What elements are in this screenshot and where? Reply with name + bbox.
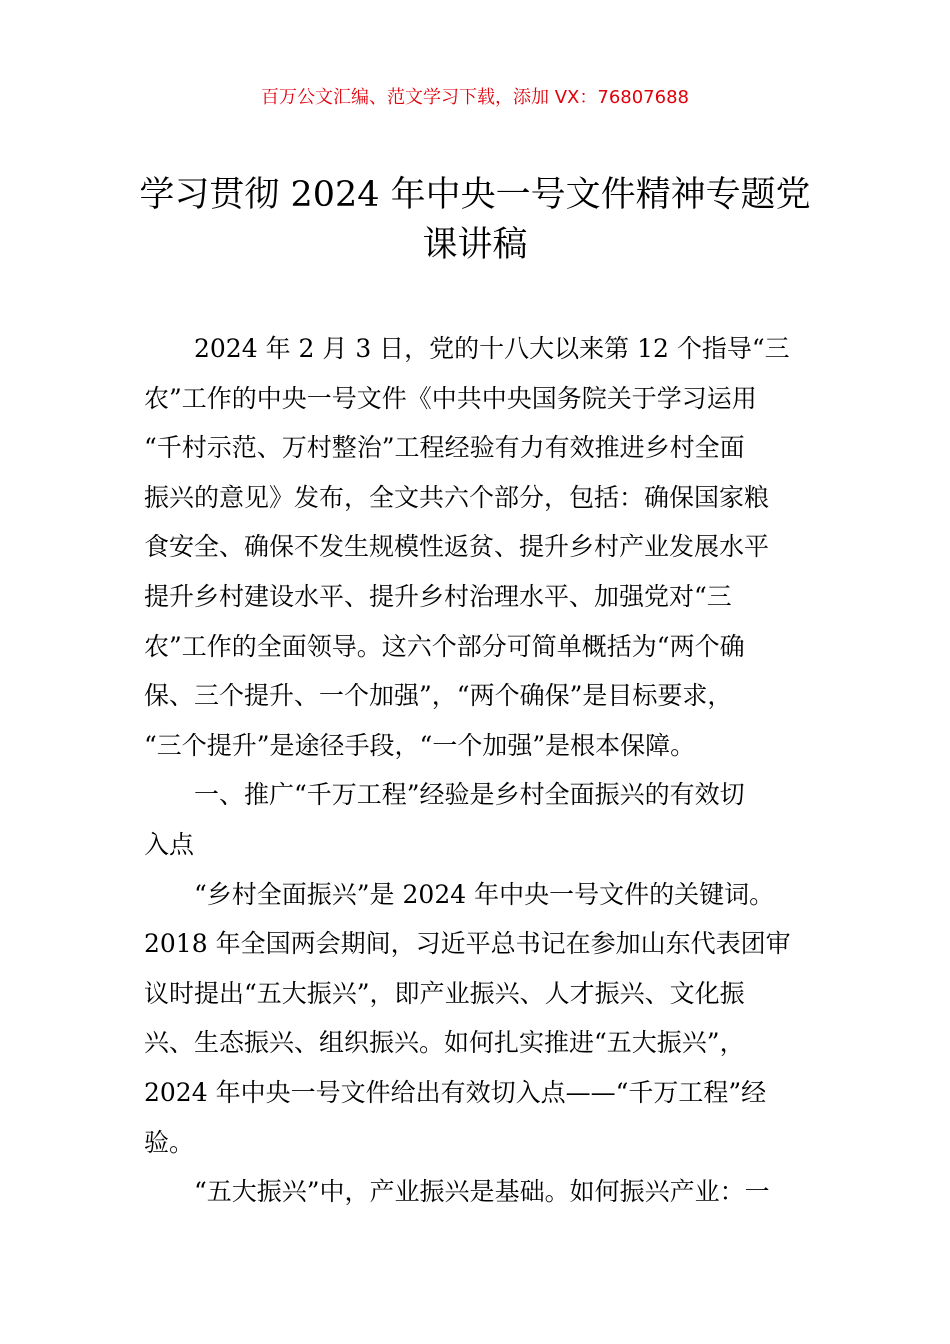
body-line: 2024 年中央一号文件给出有效切入点——“千万工程”经	[144, 1077, 767, 1107]
header-note: 百万公文汇编、范文学习下载，添加 VX：76807688	[261, 87, 689, 108]
body-line: 农”工作的全面领导。这六个部分可简单概括为“两个确	[144, 631, 745, 661]
section-heading: 一、推广“千万工程”经验是乡村全面振兴的有效切	[194, 780, 745, 810]
body-line: 2018 年全国两会期间，习近平总书记在参加山东代表团审	[144, 929, 791, 959]
body-line: 议时提出“五大振兴”，即产业振兴、人才振兴、文化振	[144, 978, 745, 1008]
body-line: “乡村全面振兴”是 2024 年中央一号文件的关键词。	[194, 879, 775, 909]
body-line: 农”工作的中央一号文件《中共中央国务院关于学习运用	[144, 383, 757, 413]
body-line: 兴、生态振兴、组织振兴。如何扎实推进“五大振兴”，	[144, 1028, 745, 1058]
body-line: “五大振兴”中，产业振兴是基础。如何振兴产业：一	[194, 1177, 770, 1207]
body-line: “千村示范、万村整治”工程经验有力有效推进乡村全面	[144, 433, 745, 463]
body-line: 提升乡村建设水平、提升乡村治理水平、加强党对“三	[144, 581, 732, 611]
body-line: “三个提升”是途径手段，“一个加强”是根本保障。	[144, 730, 696, 760]
body-line: 验。	[144, 1127, 195, 1157]
section-heading: 入点	[144, 829, 195, 859]
title-line-2: 课讲稿	[422, 225, 528, 265]
document-body	[144, 324, 816, 1217]
title-line-1: 学习贯彻 2024 年中央一号文件精神专题党	[139, 175, 811, 215]
document-title	[100, 170, 850, 270]
body-line: 保、三个提升、一个加强”，“两个确保”是目标要求，	[144, 681, 733, 711]
body-line: 2024 年 2 月 3 日，党的十八大以来第 12 个指导“三	[194, 334, 790, 363]
body-line: 振兴的意见》发布，全文共六个部分，包括：确保国家粮	[144, 482, 770, 512]
body-line: 食安全、确保不发生规模性返贫、提升乡村产业发展水平	[144, 532, 770, 562]
